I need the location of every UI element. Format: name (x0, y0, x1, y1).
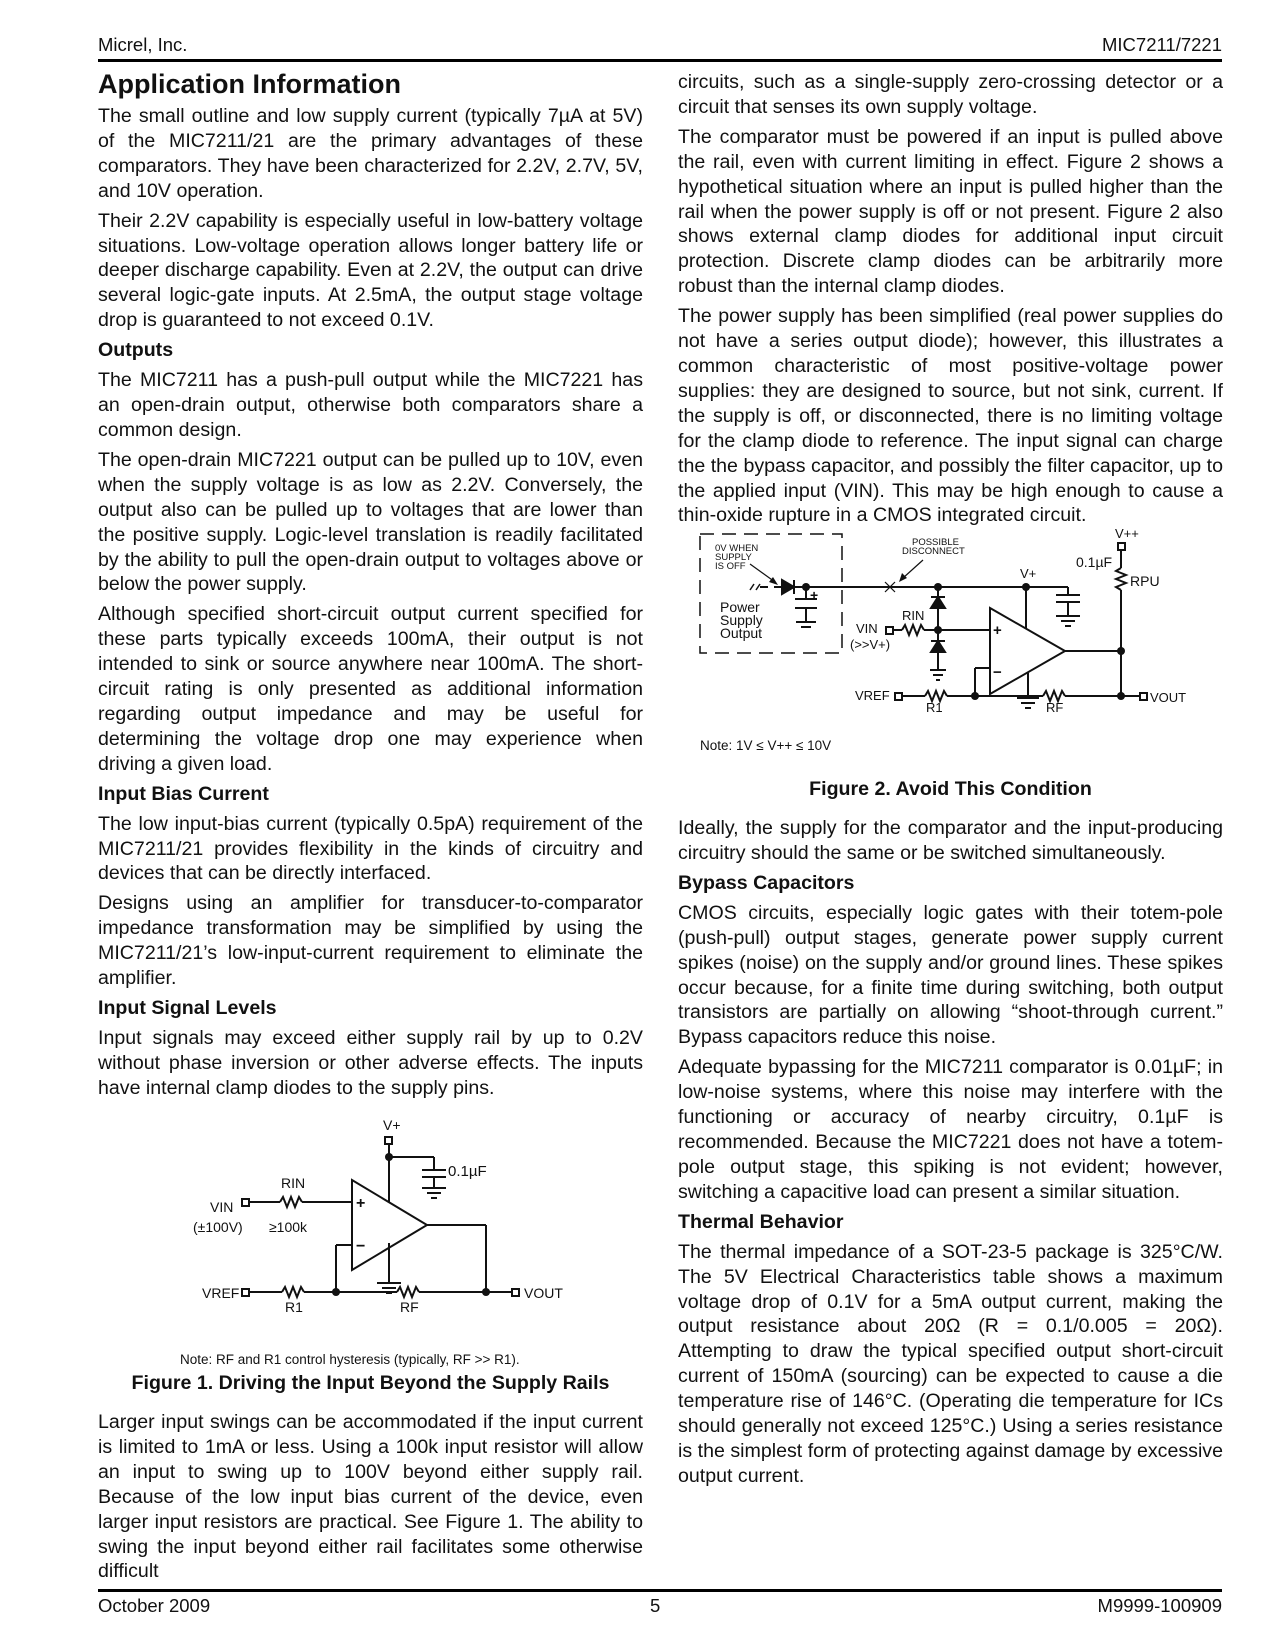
svg-text:(>>V+): (>>V+) (850, 637, 891, 652)
svg-text:VREF: VREF (202, 1285, 240, 1301)
svg-text:DISCONNECT: DISCONNECT (902, 546, 965, 557)
header-company: Micrel, Inc. (98, 34, 188, 55)
paragraph: The low input-bias current (typically 0.5pA) requirement of the MIC7211/21 provides flexibility in the kinds of circuitry and devices that can be directly interfaced. (98, 812, 643, 885)
paragraph: Designs using an amplifier for transducer-to-comparator impedance transformation may be simplified by using the MIC7211/21’s low-input-current requirement to eliminate the amplifier. (98, 892, 643, 990)
svg-text:V+: V+ (1020, 566, 1037, 581)
paragraph: The comparator must be powered if an input is pulled above the rail, even with current limiting in effect. Figure 2 shows a hypothetical situation where an input is pulled higher than the rail when the power supply is off or not present. Figure 2 also shows external clamp diodes for additional input circuit protection. Discrete clamp diodes can be arbitrarily more robust than the internal clamp diodes. (678, 125, 1223, 298)
svg-text:Power: Power (720, 599, 760, 615)
svg-text:≥100k: ≥100k (269, 1219, 308, 1235)
svg-text:RPU: RPU (1130, 573, 1160, 589)
page-title: Application Information (98, 69, 401, 99)
svg-text:Supply: Supply (720, 612, 763, 628)
figure-2-note: Note: 1V ≤ V++ ≤ 10V (700, 738, 832, 753)
svg-text:VOUT: VOUT (1150, 690, 1187, 705)
label-cap: 0.1µF (448, 1163, 487, 1180)
svg-text:POSSIBLE: POSSIBLE (912, 537, 959, 548)
figure-1-schematic (190, 1115, 570, 1315)
figure-2-schematic (690, 528, 1230, 758)
svg-text:VIN: VIN (210, 1199, 234, 1215)
svg-text:V++: V++ (1115, 528, 1139, 541)
figure-2-caption: Figure 2. Avoid This Condition (809, 778, 1092, 800)
paragraph: Their 2.2V capability is especially useful in low-battery voltage situations. Low-voltage operation allows longer battery life or deeper discharge capability. Even at 2.2V, the output can drive several logic-gate inputs. At 2.5mA, the output stage voltage drop is guaranteed to not exceed 0.1V. (98, 209, 643, 332)
svg-text:RF: RF (400, 1299, 419, 1315)
svg-text:R1: R1 (285, 1299, 303, 1315)
svg-text:+: + (810, 587, 819, 603)
svg-text:RF: RF (1046, 700, 1064, 715)
svg-text:−: − (356, 1238, 366, 1255)
left-column-bottom (98, 1410, 643, 1589)
section-heading-input-signal: Input Signal Levels (98, 997, 277, 1019)
paragraph: CMOS circuits, especially logic gates with their totem-pole (push-pull) output stages, generate power supply current spikes (noise) on the supply and/or ground lines. These spikes occur because, for a finite time during switching, both output transistors are partially on allowing “shoot-through current.” Bypass capacitors reduce this noise. (678, 901, 1223, 1049)
svg-text:RIN: RIN (902, 608, 925, 623)
page-number: 5 (650, 1595, 661, 1616)
svg-text:+: + (993, 622, 1002, 639)
figure-1-caption: Figure 1. Driving the Input Beyond the Supply Rails (131, 1372, 610, 1394)
label-vplus: V+ (383, 1117, 401, 1133)
paragraph: Adequate bypassing for the MIC7211 comparator is 0.01µF; in low-noise systems, where this noise may interfere with the functioning or accuracy of nearby circuitry, 0.1µF is recommended. Because the MIC7221 does not have a totem-pole output stage, this spiking is not evident; however, switching a capacitive load can present a similar situation. (678, 1056, 1223, 1203)
footer-date: October 2009 (98, 1595, 211, 1616)
svg-text:SUPPLY: SUPPLY (715, 552, 752, 563)
footer-doc-number: M9999-100909 (1097, 1595, 1222, 1616)
paragraph: The MIC7211 has a push-pull output while the MIC7221 has an open-drain output, otherwise both comparators share a common design. (98, 369, 643, 441)
svg-text:+: + (356, 1195, 366, 1212)
section-heading-bypass: Bypass Capacitors (678, 871, 855, 894)
paragraph: Larger input swings can be accommodated if the input current is limited to 1mA or less. Using a 100k input resistor will allow an input to swing up to 100V beyond either supply rail. Because of the low input bias current of the device, even larger input resistors are practical. See Figure 1. The ability to swing the input beyond either rail facilitates some otherwise difficult (98, 1411, 643, 1583)
paragraph: The open-drain MIC7221 output can be pulled up to 10V, even when the supply voltage is as low as 2.2V. Conversely, the output also can be pulled up to voltages that are lower than the positive supply. Logic-level translation is readily facilitated by the ability to pull the open-drain output to voltages above or below the power supply. (98, 448, 643, 596)
right-column (678, 70, 1223, 533)
section-heading-input-bias: Input Bias Current (98, 782, 269, 805)
right-column-bottom (678, 816, 1223, 1494)
paragraph: The thermal impedance of a SOT-23-5 package is 325°C/W. The 5V Electrical Characteristics table shows a maximum voltage drop of 0.1V for a 5mA output current, making the output resistance about 20Ω (R = 0.1/0.005 = 20Ω). Attempting to draw the typical specified output short-circuit current of 150mA (sourcing) can be expected to cause a die temperature rise of 146°C. (Operating die temperature for ICs should generally not exceed 125°C.) Using a series resistance is the simplest form of protecting against damage by excessive output current. (678, 1240, 1223, 1487)
paragraph: circuits, such as a single-supply zero-crossing detector or a circuit that senses its own supply voltage. (678, 71, 1223, 118)
svg-text:R1: R1 (926, 700, 943, 715)
svg-text:IS OFF: IS OFF (715, 561, 746, 572)
svg-text:VREF: VREF (855, 688, 890, 703)
svg-text:RIN: RIN (281, 1175, 306, 1191)
svg-text:−: − (993, 664, 1002, 681)
section-heading-outputs: Outputs (98, 339, 174, 362)
footer-rule (98, 1589, 1222, 1592)
svg-text:(±100V): (±100V) (193, 1219, 243, 1235)
header-part-number: MIC7211/7221 (1102, 34, 1222, 55)
left-column (98, 68, 643, 1106)
svg-text:0V WHEN: 0V WHEN (715, 543, 759, 554)
svg-text:VOUT: VOUT (524, 1285, 563, 1301)
figure-1-note: Note: RF and R1 control hysteresis (typically, RF >> R1). (180, 1352, 520, 1367)
svg-text:VIN: VIN (856, 621, 878, 636)
paragraph: Although specified short-circuit output current specified for these parts typically exceeds 100mA, their output is not intended to sink or source anywhere near 100mA. The short-circuit rating is only presented as additional information regarding output impedance and may be useful for determining the voltage drop one may experience when driving a given load. (98, 603, 643, 775)
svg-text:Output: Output (720, 625, 763, 641)
paragraph: The power supply has been simplified (real power supplies do not have a series output diode); however, this illustrates a common characteristic of most positive-voltage power supplies: they are designed to source, but not sink, current. If the supply is off, or disconnected, there is no limiting voltage for the clamp diode to reference. The input signal can charge the the bypass capacitor, and possibly the filter capacitor, up to the applied input (VIN). This may be high enough to cause a thin-oxide rupture in a CMOS integrated circuit. (678, 305, 1223, 527)
paragraph: The small outline and low supply current (typically 7µA at 5V) of the MIC7211/21 are the primary advantages of these comparators. They have been characterized for 2.2V, 2.7V, 5V, and 10V operation. (98, 105, 643, 202)
header-rule (98, 59, 1222, 62)
paragraph: Input signals may exceed either supply rail by up to 0.2V without phase inversion or other adverse effects. The inputs have internal clamp diodes to the supply pins. (98, 1027, 643, 1099)
svg-text:0.1µF: 0.1µF (1076, 554, 1113, 570)
paragraph: Ideally, the supply for the comparator and the input-producing circuitry should the same or be switched simultaneously. (678, 817, 1223, 864)
section-heading-thermal: Thermal Behavior (678, 1210, 844, 1233)
